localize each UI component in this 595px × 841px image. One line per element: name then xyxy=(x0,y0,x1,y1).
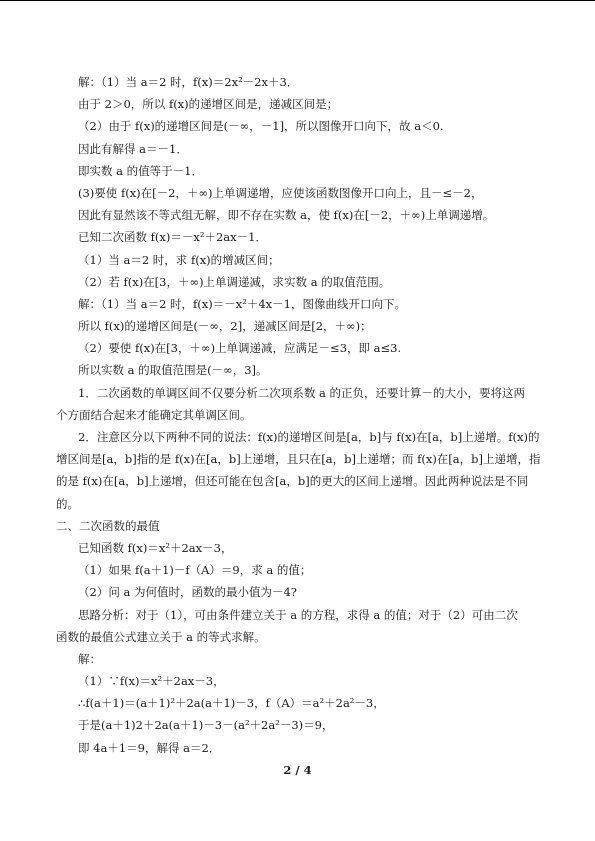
text-line: （2）要使 f(x)在[3，＋∞)上单调递减，应满足－≤3，即 a≤3. xyxy=(78,341,402,356)
page-number: 2 / 4 xyxy=(283,763,312,777)
text-line: 所以 f(x)的递增区间是(－∞，2]，递减区间是[2，＋∞)； xyxy=(78,319,372,334)
text-line: 由于 2＞0，所以 f(x)的递增区间是，递减区间是； xyxy=(78,97,339,112)
text-line: (3)要使 f(x)在[－2，＋∞)上单调递增，应使该函数图像开口向上，且－≤－2， xyxy=(78,185,483,200)
text-line: 1．二次函数的单调区间不仅要分析二次项系数 a 的正负，还要计算－的大小，要将这两 xyxy=(78,385,525,400)
text-line: 函数的最值公式建立关于 a 的等式求解。 xyxy=(56,629,266,644)
text-line: （2）若 f(x)在[3，＋∞)上单调递减，求实数 a 的取值范围。 xyxy=(78,274,391,289)
text-line: 思路分析：对于（1），可由条件建立关于 a 的方程，求得 a 的值；对于（2）可由二次 xyxy=(78,607,518,622)
text-line: 解： xyxy=(78,651,101,666)
text-line: 即实数 a 的值等于－1． xyxy=(78,163,203,178)
text-line: 已知函数 f(x)＝x²＋2ax－3， xyxy=(78,540,233,555)
text-line: 因此有解得 a＝－1． xyxy=(78,141,188,156)
header-rule xyxy=(0,0,595,1)
text-line: 增区间是[a，b]指的是 f(x)在[a，b]上递增，且只在[a，b]上递增；而 f(x)在[a，b]上递增，指 xyxy=(56,452,541,467)
text-line: （1）如果 f(a＋1)－f（A）＝9，求 a 的值； xyxy=(78,563,312,578)
text-line: 所以实数 a 的取值范围是(－∞，3]。 xyxy=(78,363,268,378)
text-line: 2．注意区分以下两种不同的说法：f(x)的递增区间是[a，b]与 f(x)在[a，b]上递增。f(x)的 xyxy=(78,430,540,444)
text-line: ∴f(a＋1)＝(a＋1)²＋2a(a＋1)－3，f（A）＝a²＋2a²－3， xyxy=(78,696,385,711)
text-line: （1）∵f(x)＝x²＋2ax－3， xyxy=(78,674,225,689)
section-heading: 二、二次函数的最值 xyxy=(56,518,160,533)
text-line: 即 4a＋1＝9，解得 a＝2． xyxy=(78,740,221,755)
text-line: 已知二次函数 f(x)＝－x²＋2ax－1． xyxy=(78,230,267,245)
text-line: 的。 xyxy=(56,496,79,511)
text-line: 解：（1）当 a＝2 时，f(x)＝－x²＋4x－1，图像曲线开口向下。 xyxy=(78,296,406,311)
text-line: 因此有显然该不等式组无解，即不存在实数 a，使 f(x)在[－2，＋∞)上单调递增。 xyxy=(78,208,495,223)
text-line: （2）由于 f(x)的递增区间是(－∞，－1]，所以图像开口向下，故 a＜0. xyxy=(78,119,444,134)
text-line: （1）当 a＝2 时，求 f(x)的增减区间； xyxy=(78,252,280,267)
text-line: 于是(a＋1)2＋2a(a＋1)－3－(a²＋2a²－3)＝9， xyxy=(78,718,334,733)
text-line: 的是 f(x)在[a，b]上递增，但还可能在包含[a，b]的更大的区间上递增。因此两种说法是不同 xyxy=(56,474,529,489)
text-line: （2）问 a 为何值时，函数的最小值为－4? xyxy=(78,585,297,600)
text-line: 个方面结合起来才能确定其单调区间。 xyxy=(56,407,252,422)
text-line: 解：（1）当 a＝2 时，f(x)＝2x²－2x＋3． xyxy=(78,75,299,89)
document-body xyxy=(56,71,546,759)
